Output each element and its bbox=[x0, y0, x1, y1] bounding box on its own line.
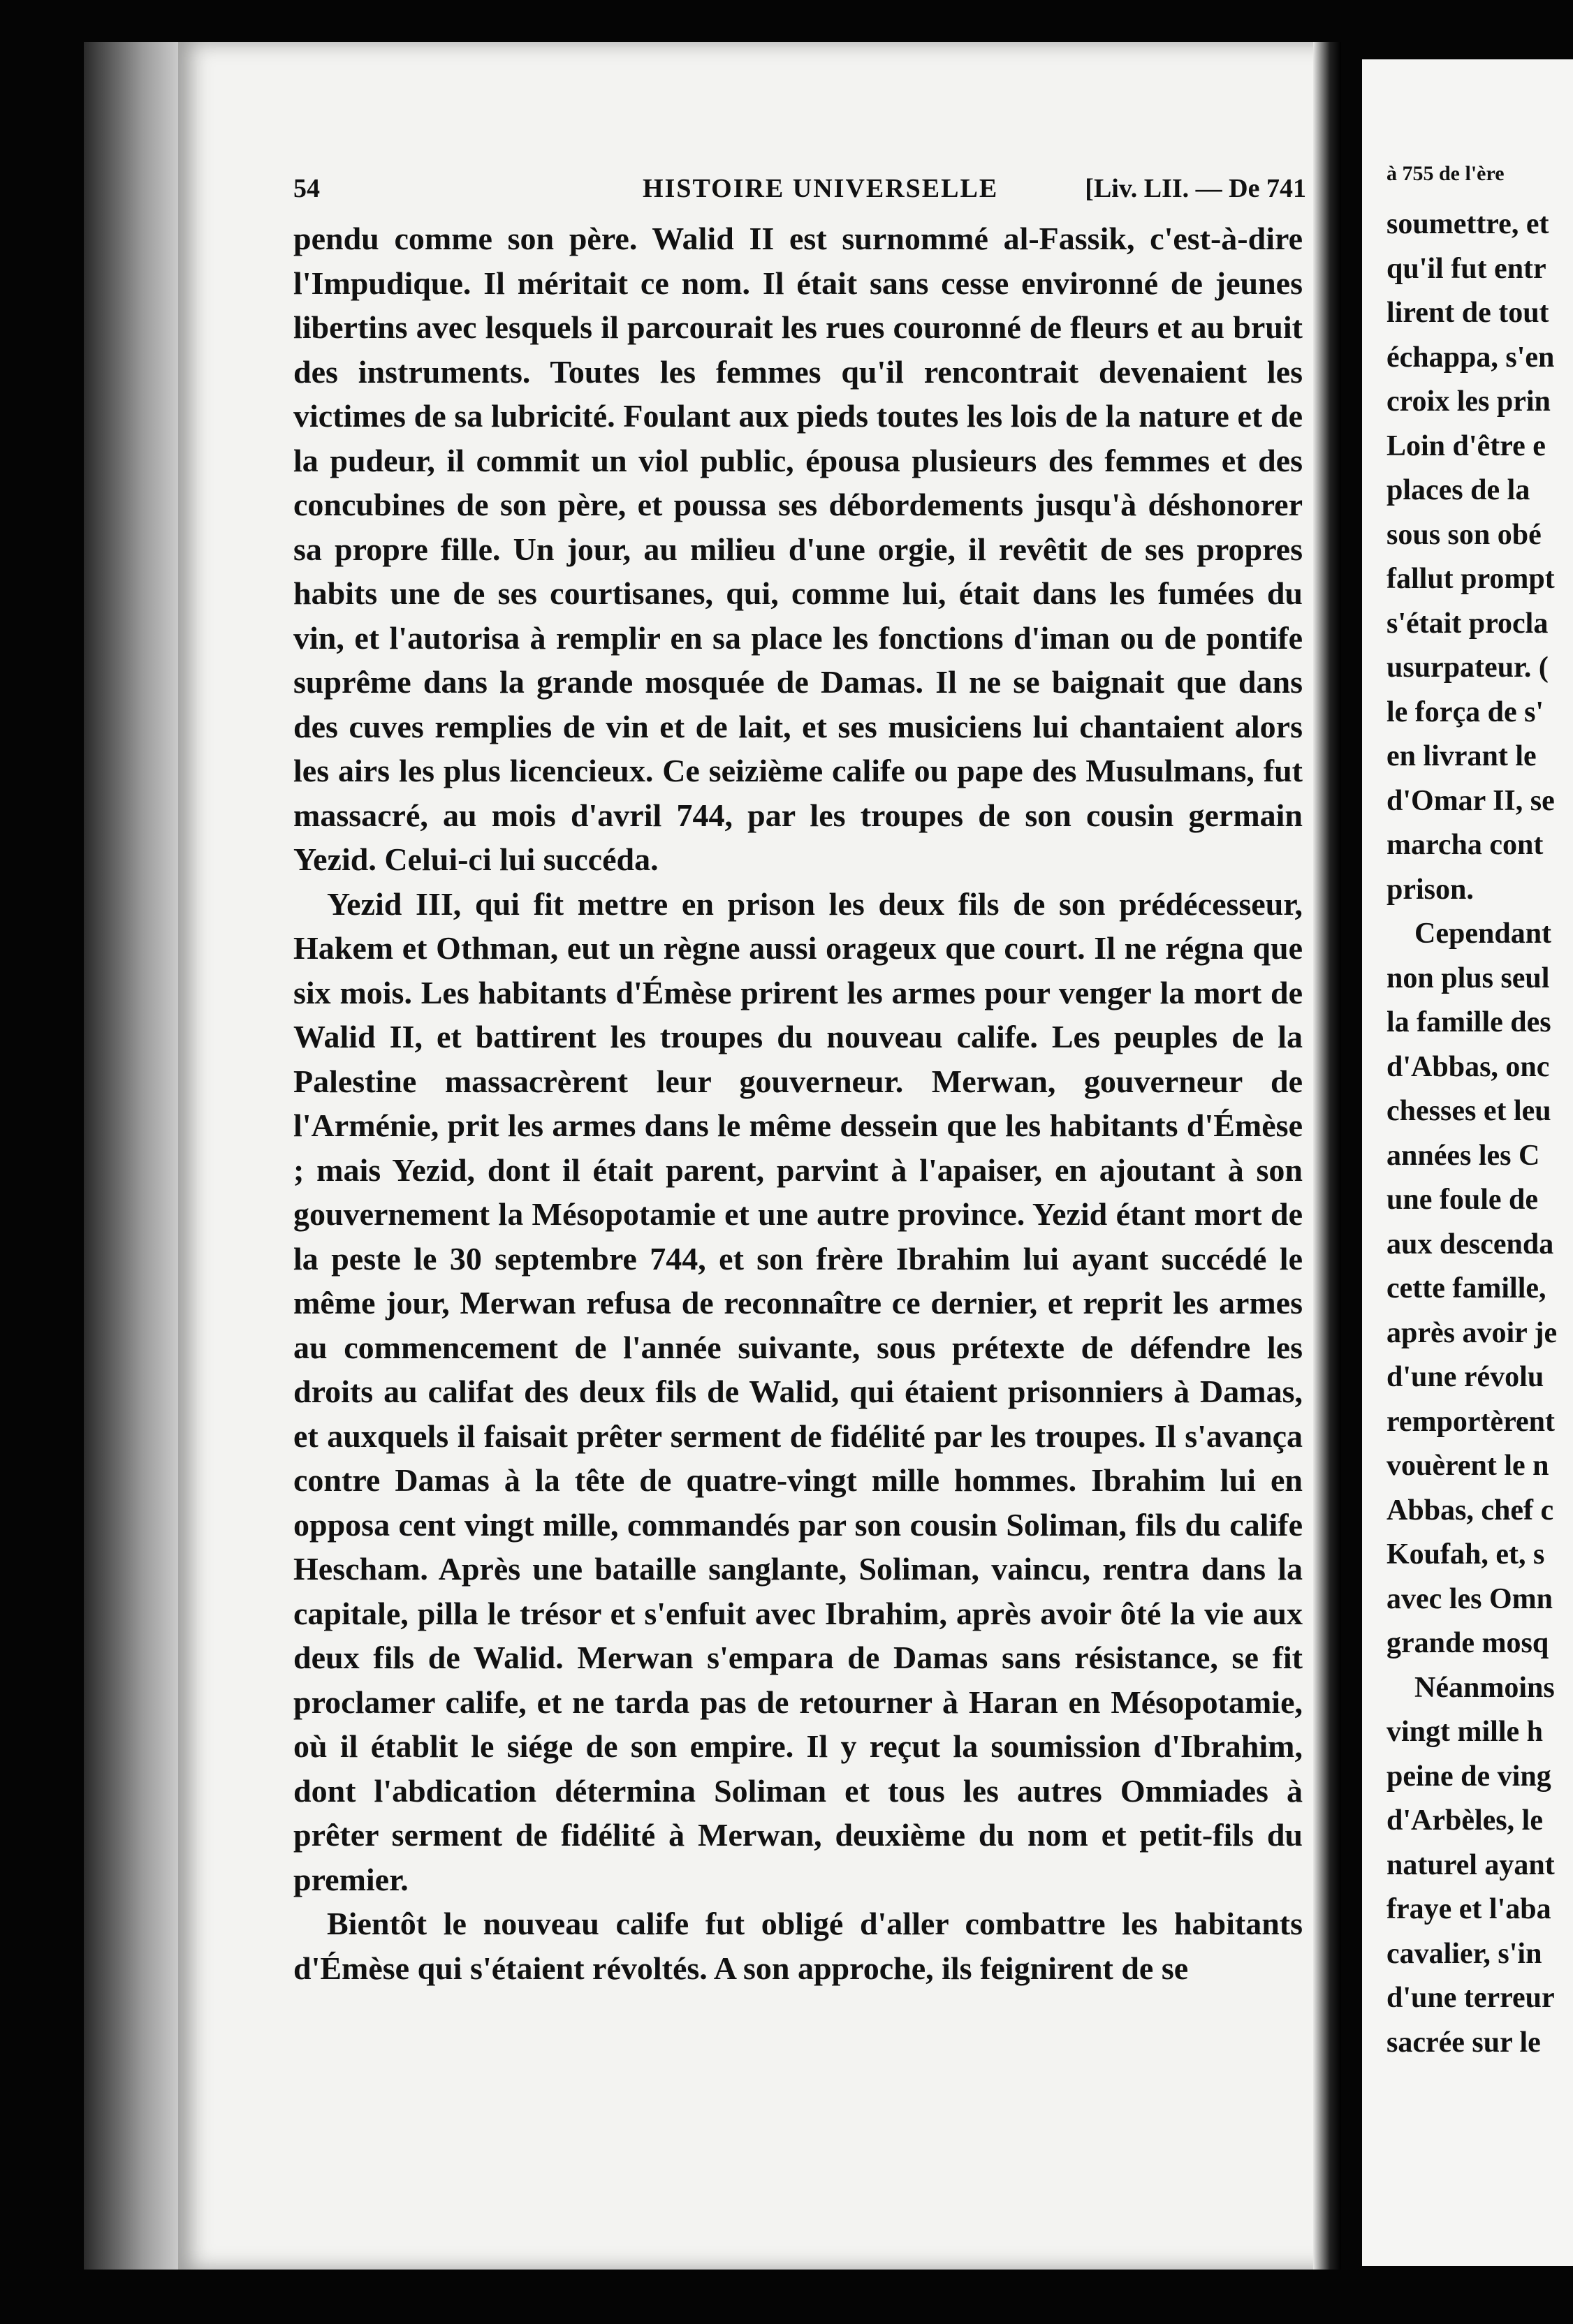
right-page-line: non plus seul bbox=[1387, 962, 1550, 994]
book-gutter bbox=[84, 42, 182, 2270]
right-page-line: Abbas, chef c bbox=[1387, 1494, 1554, 1527]
right-page-line: qu'il fut entr bbox=[1387, 252, 1546, 285]
right-page-line: sous son obé bbox=[1387, 518, 1542, 551]
right-page-line: années les C bbox=[1387, 1139, 1540, 1172]
right-page-line: croix les prin bbox=[1387, 385, 1551, 418]
paragraph-1: pendu comme son père. Walid II est surnommé al-Fassik, c'est-à-dire l'Impudique. Il méritait ce nom. Il était sans cesse environné de jeunes libertins avec lesquels il parcourait les rues couronné de fleurs et au bruit des instruments. Toutes les femmes qu'il rencontrait devenaient les victimes de sa lubricité. Foulant aux pieds toutes les lois de la nature et de la pudeur, il commit un viol public, épousa plusieurs des femmes et des concubines de son père, et poussa ses débordements jusqu'à déshonorer sa propre fille. Un jour, au milieu d'une orgie, il revêtit de ses propres habits une de ses courtisanes, qui, comme lui, était dans les fumées du vin, et l'autorisa à remplir en sa place les fonctions d'iman ou de pontife suprême dans la grande mosquée de Damas. Il ne se baignait que dans des cuves remplies de vin et de lait, et ses musiciens lui chantaient alors les airs les plus licencieux. Ce seizième calife ou pape des Musulmans, fut massacré, au mois d'avril 744, par les troupes de son cousin germain Yezid. Celui-ci lui succéda. bbox=[293, 221, 1303, 877]
paragraph-2: Yezid III, qui fit mettre en prison les deux fils de son prédécesseur, Hakem et Othman, eut un règne aussi orageux que court. Il ne régna que six mois. Les habitants d'Émèse prirent les armes pour venger la mort de Walid II, et battirent les troupes du nouveau calife. Les peuples de la Palestine massacrèrent leur gouverneur. Merwan, gouverneur de l'Arménie, prit les armes dans le même dessein que les habitants d'Émèse ; mais Yezid, dont il était parent, parvint à l'apaiser, en ajoutant à son gouvernement la Mésopotamie et une autre province. Yezid étant mort de la peste le 30 septembre 744, et son frère Ibrahim lui ayant succédé le même jour, Merwan refusa de reconnaître ce dernier, et reprit les armes au commencement de l'année suivante, sous prétexte de défendre les droits au califat des deux fils de Walid, qui étaient prisonniers à Damas, et auxquels il faisait prêter serment de fidélité par les troupes. Il s'avança contre Damas à la tête de quatre-vingt mille hommes. Ibrahim lui en opposa cent vingt mille, commandés par son cousin Soliman, fils du calife Hescham. Après une bataille sanglante, Soliman, vaincu, rentra dans la capitale, pilla le trésor et s'enfuit avec Ibrahim, après avoir ôté la vie aux deux fils de Walid. Merwan s'empara de Damas sans résistance, se fit proclamer calife, et ne tarda pas de retourner à Haran en Mésopotamie, où il établit le siége de son empire. Il y reçut la soumission d'Ibrahim, dont l'abdication détermina Soliman et tous les autres Ommiades à prêter serment de fidélité à Merwan, deuxième du nom et petit-fils du premier. bbox=[293, 885, 1303, 1897]
right-page-line: chesses et leu bbox=[1387, 1095, 1551, 1127]
right-page-line: Loin d'être e bbox=[1387, 429, 1546, 462]
right-page-line: lirent de tout bbox=[1387, 297, 1549, 329]
right-page-line: en livrant le bbox=[1387, 740, 1537, 772]
right-page-line: soumettre, et bbox=[1387, 208, 1549, 240]
right-page-line: fallut prompt bbox=[1387, 563, 1555, 595]
right-page-line: après avoir je bbox=[1387, 1316, 1558, 1349]
right-page-line: prison. bbox=[1387, 873, 1474, 906]
running-header bbox=[293, 173, 1306, 215]
right-page-text bbox=[1387, 203, 1573, 2065]
right-page-header: à 755 de l'ère bbox=[1387, 162, 1505, 185]
right-page-line: d'Abbas, onc bbox=[1387, 1050, 1550, 1083]
right-page-line: aux descenda bbox=[1387, 1228, 1554, 1260]
right-page-line: sacrée sur le bbox=[1387, 2026, 1541, 2059]
right-page-line: d'une révolu bbox=[1387, 1361, 1544, 1393]
paragraph-3: Bientôt le nouveau calife fut obligé d'aller combattre les habitants d'Émèse qui s'étaient révoltés. A son approche, ils feignirent de se bbox=[293, 1906, 1303, 1986]
right-page-line: naturel ayant bbox=[1387, 1848, 1555, 1881]
right-page-line: avec les Omn bbox=[1387, 1582, 1553, 1615]
right-page-line: le força de s' bbox=[1387, 696, 1544, 728]
right-page-line: Koufah, et, s bbox=[1387, 1538, 1545, 1571]
right-page-line: d'Arbèles, le bbox=[1387, 1804, 1543, 1837]
right-page-line: Néanmoins bbox=[1414, 1671, 1555, 1704]
right-page-line: marcha cont bbox=[1387, 829, 1544, 861]
running-title: HISTOIRE UNIVERSELLE bbox=[643, 174, 999, 203]
right-page-line: usurpateur. ( bbox=[1387, 652, 1549, 684]
right-page-line: Cependant bbox=[1414, 918, 1552, 950]
right-page-line: vingt mille h bbox=[1387, 1716, 1544, 1748]
section-reference: [Liv. LII. — De 741 bbox=[1085, 174, 1306, 203]
book-spine bbox=[1313, 42, 1341, 2270]
right-page-line: échappa, s'en bbox=[1387, 341, 1555, 374]
right-page-line: une foule de bbox=[1387, 1184, 1539, 1216]
right-page-line: peine de ving bbox=[1387, 1760, 1551, 1793]
right-page-line: cette famille, bbox=[1387, 1272, 1546, 1304]
right-page-line: fraye et l'aba bbox=[1387, 1893, 1551, 1925]
right-page-line: places de la bbox=[1387, 474, 1530, 506]
right-page-line: vouèrent le n bbox=[1387, 1450, 1549, 1482]
right-page-line: d'une terreur bbox=[1387, 1982, 1555, 2014]
right-page-line: grande mosq bbox=[1387, 1627, 1549, 1659]
right-page-line: remportèrent bbox=[1387, 1405, 1556, 1438]
right-page-line: la famille des bbox=[1387, 1006, 1551, 1038]
right-page-line: s'était procla bbox=[1387, 607, 1549, 640]
right-page-line: cavalier, s'in bbox=[1387, 1937, 1542, 1970]
main-text bbox=[293, 216, 1303, 1990]
page-number: 54 bbox=[293, 174, 320, 203]
right-page-line: d'Omar II, se bbox=[1387, 784, 1555, 817]
